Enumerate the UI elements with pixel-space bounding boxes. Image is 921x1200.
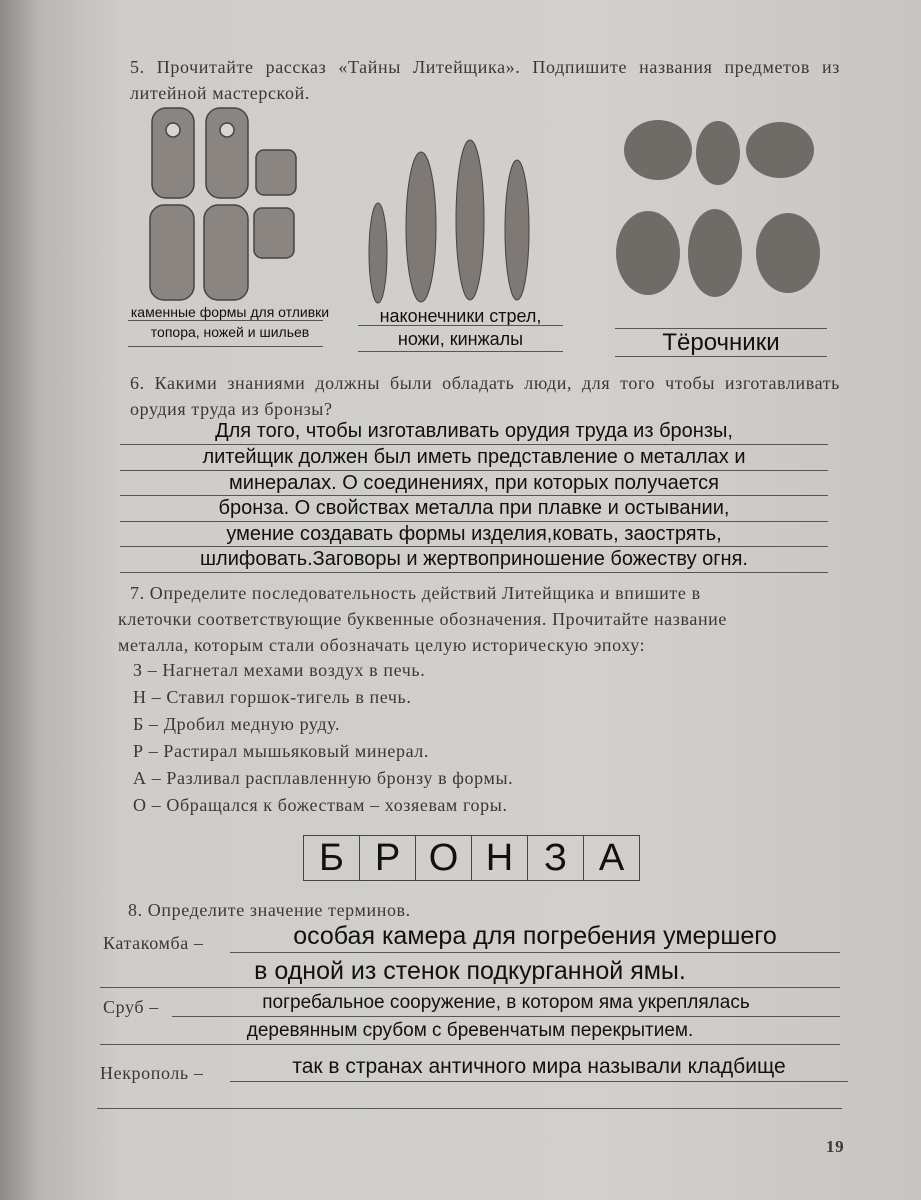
letter-cell: Б [304,836,360,880]
q7-text [118,580,850,658]
q7-line: 7. Определите последовательность действий Литейщика и впишите в [130,583,701,603]
step-item: А – Разливал расплавленную бронзу в формы. [133,768,514,788]
answer-line: шлифовать.Заговоры и жертвоприношение божеству огня. [120,547,828,573]
term-catacomb: Катакомба – [103,933,204,953]
caption-molds-line1: каменные формы для отливки [130,304,330,320]
casting-workshop-illustrations [140,105,840,305]
step-item: О – Обращался к божествам – хозяевам горы. [133,795,508,815]
answer-line: минералах. О соединениях, при которых получается [120,471,828,497]
definition-line: деревянным срубом с бревенчатым перекрытием. [100,1018,840,1045]
definition-line: погребальное сооружение, в котором яма укреплялась [172,990,840,1017]
term-srub: Сруб – [103,997,159,1017]
definition-line: в одной из стенок подкурганной ямы. [100,955,840,988]
answer-line: литейщик должен был иметь представление о металлах и [120,445,828,471]
answer-line: Для того, чтобы изготавливать орудия труда из бронзы, [120,418,828,445]
caption-molds-line2: топора, ножей и шильев [150,324,310,340]
page-number: 19 [826,1137,845,1156]
definition-line: так в странах античного мира называли кладбище [230,1053,848,1082]
q6-answer [120,418,828,573]
grinders-image [616,120,820,297]
blank-line [97,1108,842,1109]
q7-steps [133,657,513,819]
answer-line: бронза. О свойствах металла при плавке и остывании, [120,496,828,522]
q7-line: клеточки соответствующие буквенные обозначения. Прочитайте название [118,609,727,629]
letter-cell: З [528,836,584,880]
stone-molds-image [150,108,296,300]
letter-cell: О [416,836,472,880]
q5-text: 5. Прочитайте рассказ «Тайны Литейщика». Подпишите названия предметов из литейной мастерской. [130,57,840,103]
step-item: Н – Ставил горшок-тигель в печь. [133,687,412,707]
q7-line: металла, которым стали обозначать целую историческую эпоху: [118,635,646,655]
q6-text: 6. Какими знаниями должны были обладать люди, для того чтобы изготавливать орудия труда из бронзы? [130,373,840,419]
definition-line: особая камера для погребения умершего [230,920,840,953]
caption-grinders: Тёрочники [662,329,780,356]
caption-arrowheads-line1: наконечники стрел, [379,306,542,326]
term-necropolis: Некрополь – [100,1063,204,1083]
step-item: З – Нагнетал мехами воздух в печь. [133,660,426,680]
answer-line: умение создавать формы изделия,ковать, заострять, [120,522,828,548]
letter-cell: Р [360,836,416,880]
step-item: Р – Растирал мышьяковый минерал. [133,741,429,761]
answer-letter-boxes [303,835,640,881]
arrowheads-knives-image [369,140,529,303]
letter-cell: А [598,837,625,879]
caption-arrowheads-line2: ножи, кинжалы [397,329,524,349]
q8-text: 8. Определите значение терминов. [128,900,411,920]
step-item: Б – Дробил медную руду. [133,714,341,734]
letter-cell: Н [472,836,528,880]
